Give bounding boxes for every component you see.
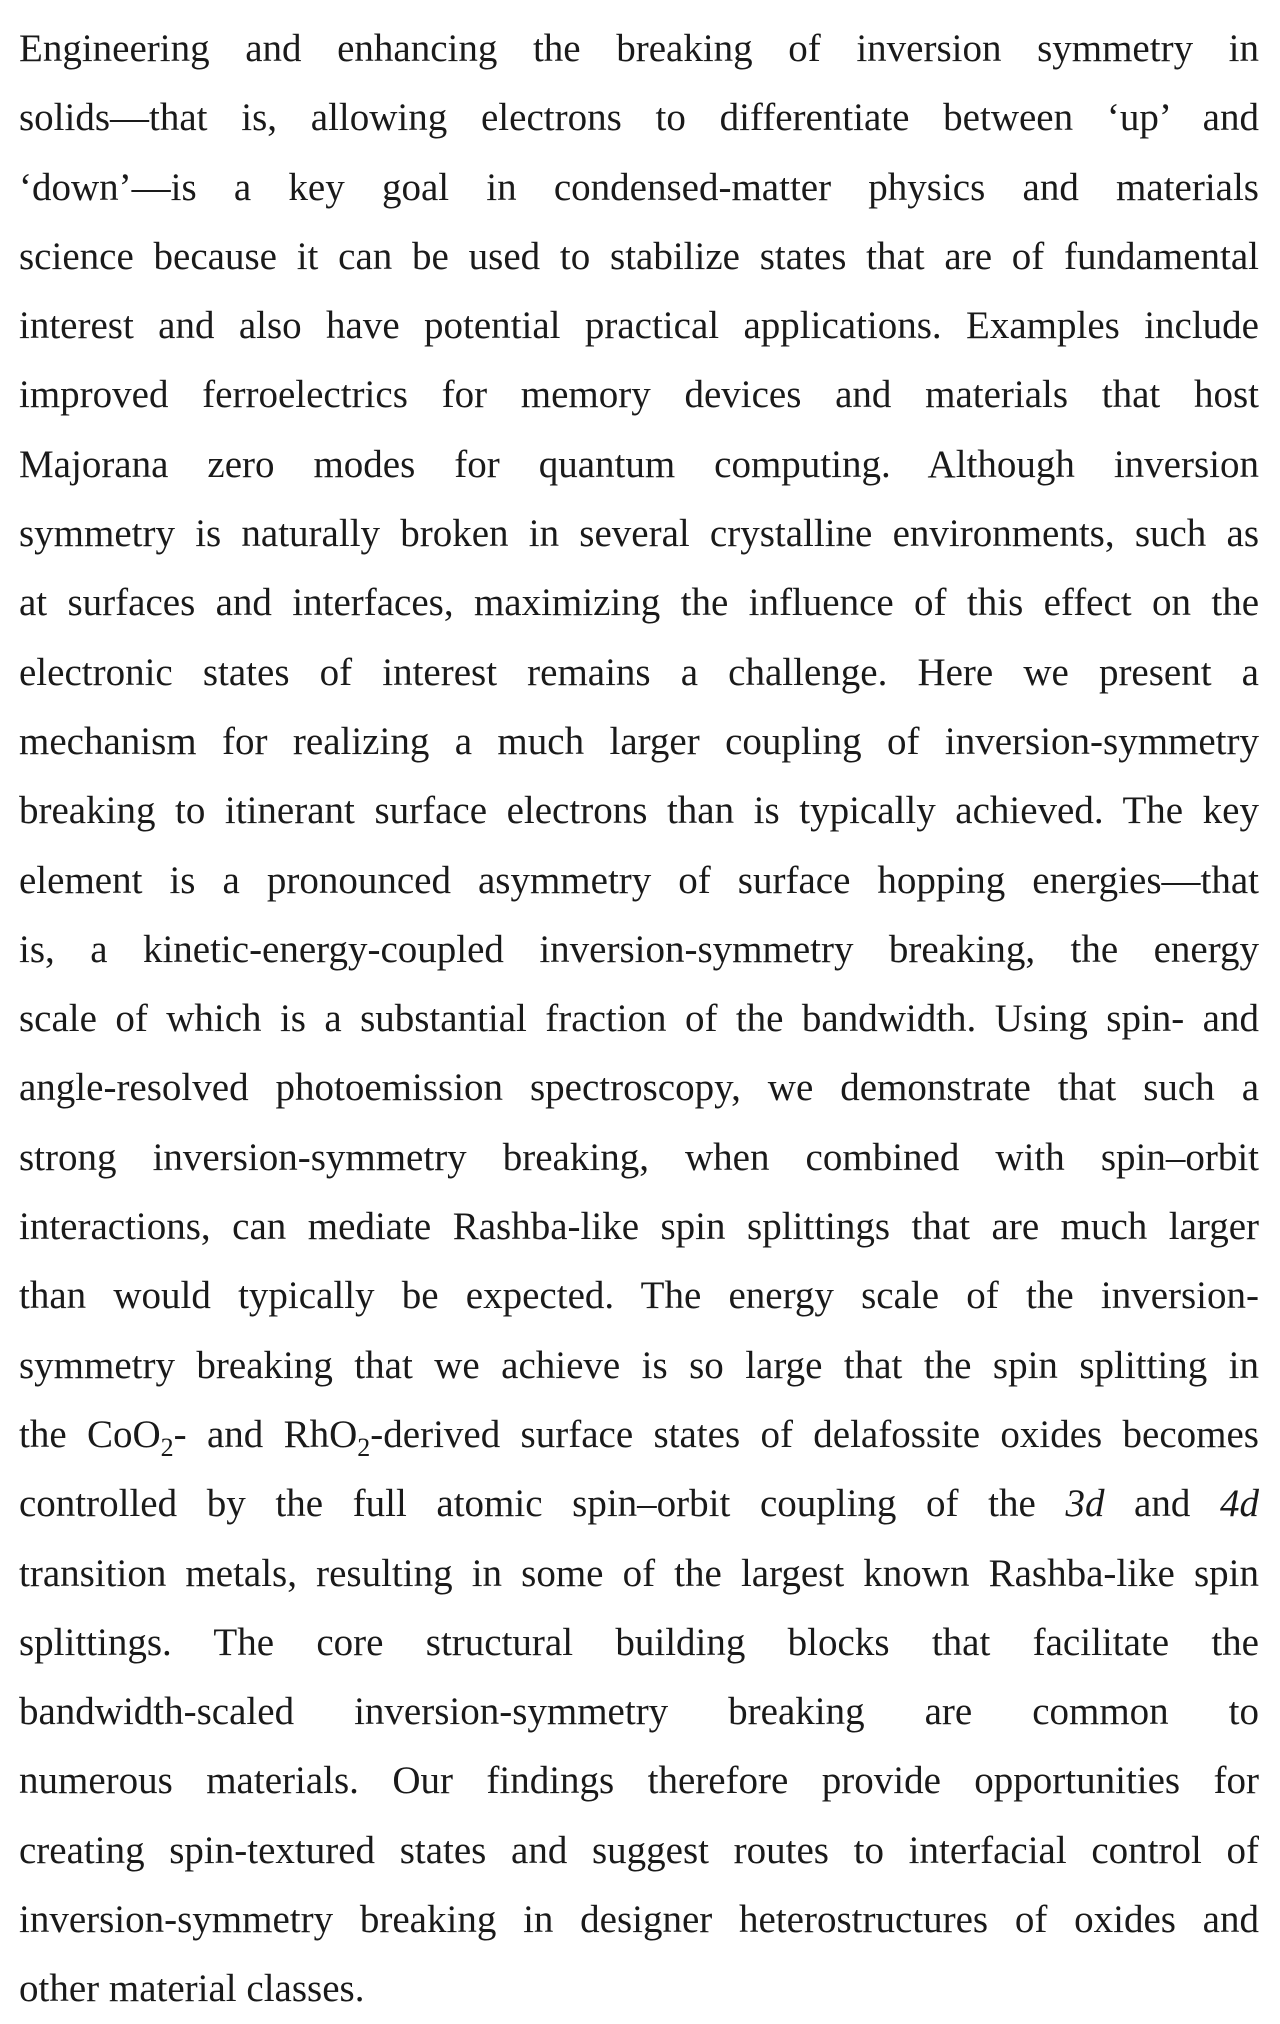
text-line-29: other material classes. <box>19 1967 365 2011</box>
text-line-28: inversion-symmetry breaking in designer heterostructures of oxides and <box>19 1898 1259 1942</box>
text-line-14: is, a kinetic-energy-coupled inversion-symmetry breaking, the energy <box>19 927 1259 971</box>
text-line-6: improved ferroelectrics for memory devices and materials that host <box>19 373 1259 417</box>
subscript: 2 <box>160 1432 174 1462</box>
text-line-13: element is a pronounced asymmetry of surface hopping energies—that <box>19 858 1259 902</box>
text-line-16: angle-resolved photoemission spectroscopy, we demonstrate that such a <box>19 1066 1259 1110</box>
text-line-17: strong inversion-symmetry breaking, when combined with spin–orbit <box>19 1135 1259 1179</box>
text-line-24: splittings. The core structural building blocks that facilitate the <box>19 1620 1259 1664</box>
abstract-paragraph <box>19 14 1259 2024</box>
text-segment: the CoO <box>19 1412 161 1456</box>
text-segment: -derived surface states of delafossite oxides becomes <box>370 1412 1259 1456</box>
text-line-23: transition metals, resulting in some of the largest known Rashba-like spin <box>19 1551 1259 1595</box>
text-line-9: at surfaces and interfaces, maximizing the influence of this effect on the <box>19 581 1259 625</box>
text-line-25: bandwidth-scaled inversion-symmetry breaking are common to <box>19 1690 1259 1734</box>
text-line-4: science because it can be used to stabilize states that are of fundamental <box>19 234 1259 278</box>
text-line-8: symmetry is naturally broken in several crystalline environments, such as <box>19 512 1259 556</box>
text-line-20: symmetry breaking that we achieve is so large that the spin splitting in <box>19 1343 1259 1387</box>
text-line-21 <box>19 1400 1259 1469</box>
text-line-15: scale of which is a substantial fraction of the bandwidth. Using spin- and <box>19 997 1259 1041</box>
text-segment: controlled by the full atomic spin–orbit coupling of the <box>19 1482 1066 1526</box>
document-page <box>19 14 1259 2024</box>
text-line-5: interest and also have potential practical applications. Examples include <box>19 304 1259 348</box>
text-line-1: Engineering and enhancing the breaking of inversion symmetry in <box>19 27 1259 70</box>
text-line-19: than would typically be expected. The energy scale of the inversion- <box>19 1274 1259 1318</box>
text-segment: and <box>1104 1482 1220 1526</box>
text-line-3: ‘down’—is a key goal in condensed-matter physics and materials <box>19 165 1259 209</box>
text-line-22 <box>19 1469 1259 1538</box>
italic-term: 3d <box>1065 1482 1105 1526</box>
subscript: 2 <box>357 1432 371 1462</box>
text-line-27: creating spin-textured states and suggest routes to interfacial control of <box>19 1828 1259 1872</box>
text-segment: - and RhO <box>173 1412 358 1456</box>
text-line-10: electronic states of interest remains a challenge. Here we present a <box>19 650 1259 694</box>
text-line-7: Majorana zero modes for quantum computing. Although inversion <box>19 442 1259 486</box>
text-line-26: numerous materials. Our findings therefore provide opportunities for <box>19 1759 1259 1803</box>
text-line-12: breaking to itinerant surface electrons than is typically achieved. The key <box>19 789 1259 833</box>
text-line-11: mechanism for realizing a much larger coupling of inversion-symmetry <box>19 719 1259 763</box>
text-line-2: solids—that is, allowing electrons to differentiate between ‘up’ and <box>19 96 1259 140</box>
italic-term: 4d <box>1220 1482 1259 1526</box>
text-line-18: interactions, can mediate Rashba-like spin splittings that are much larger <box>19 1205 1259 1249</box>
